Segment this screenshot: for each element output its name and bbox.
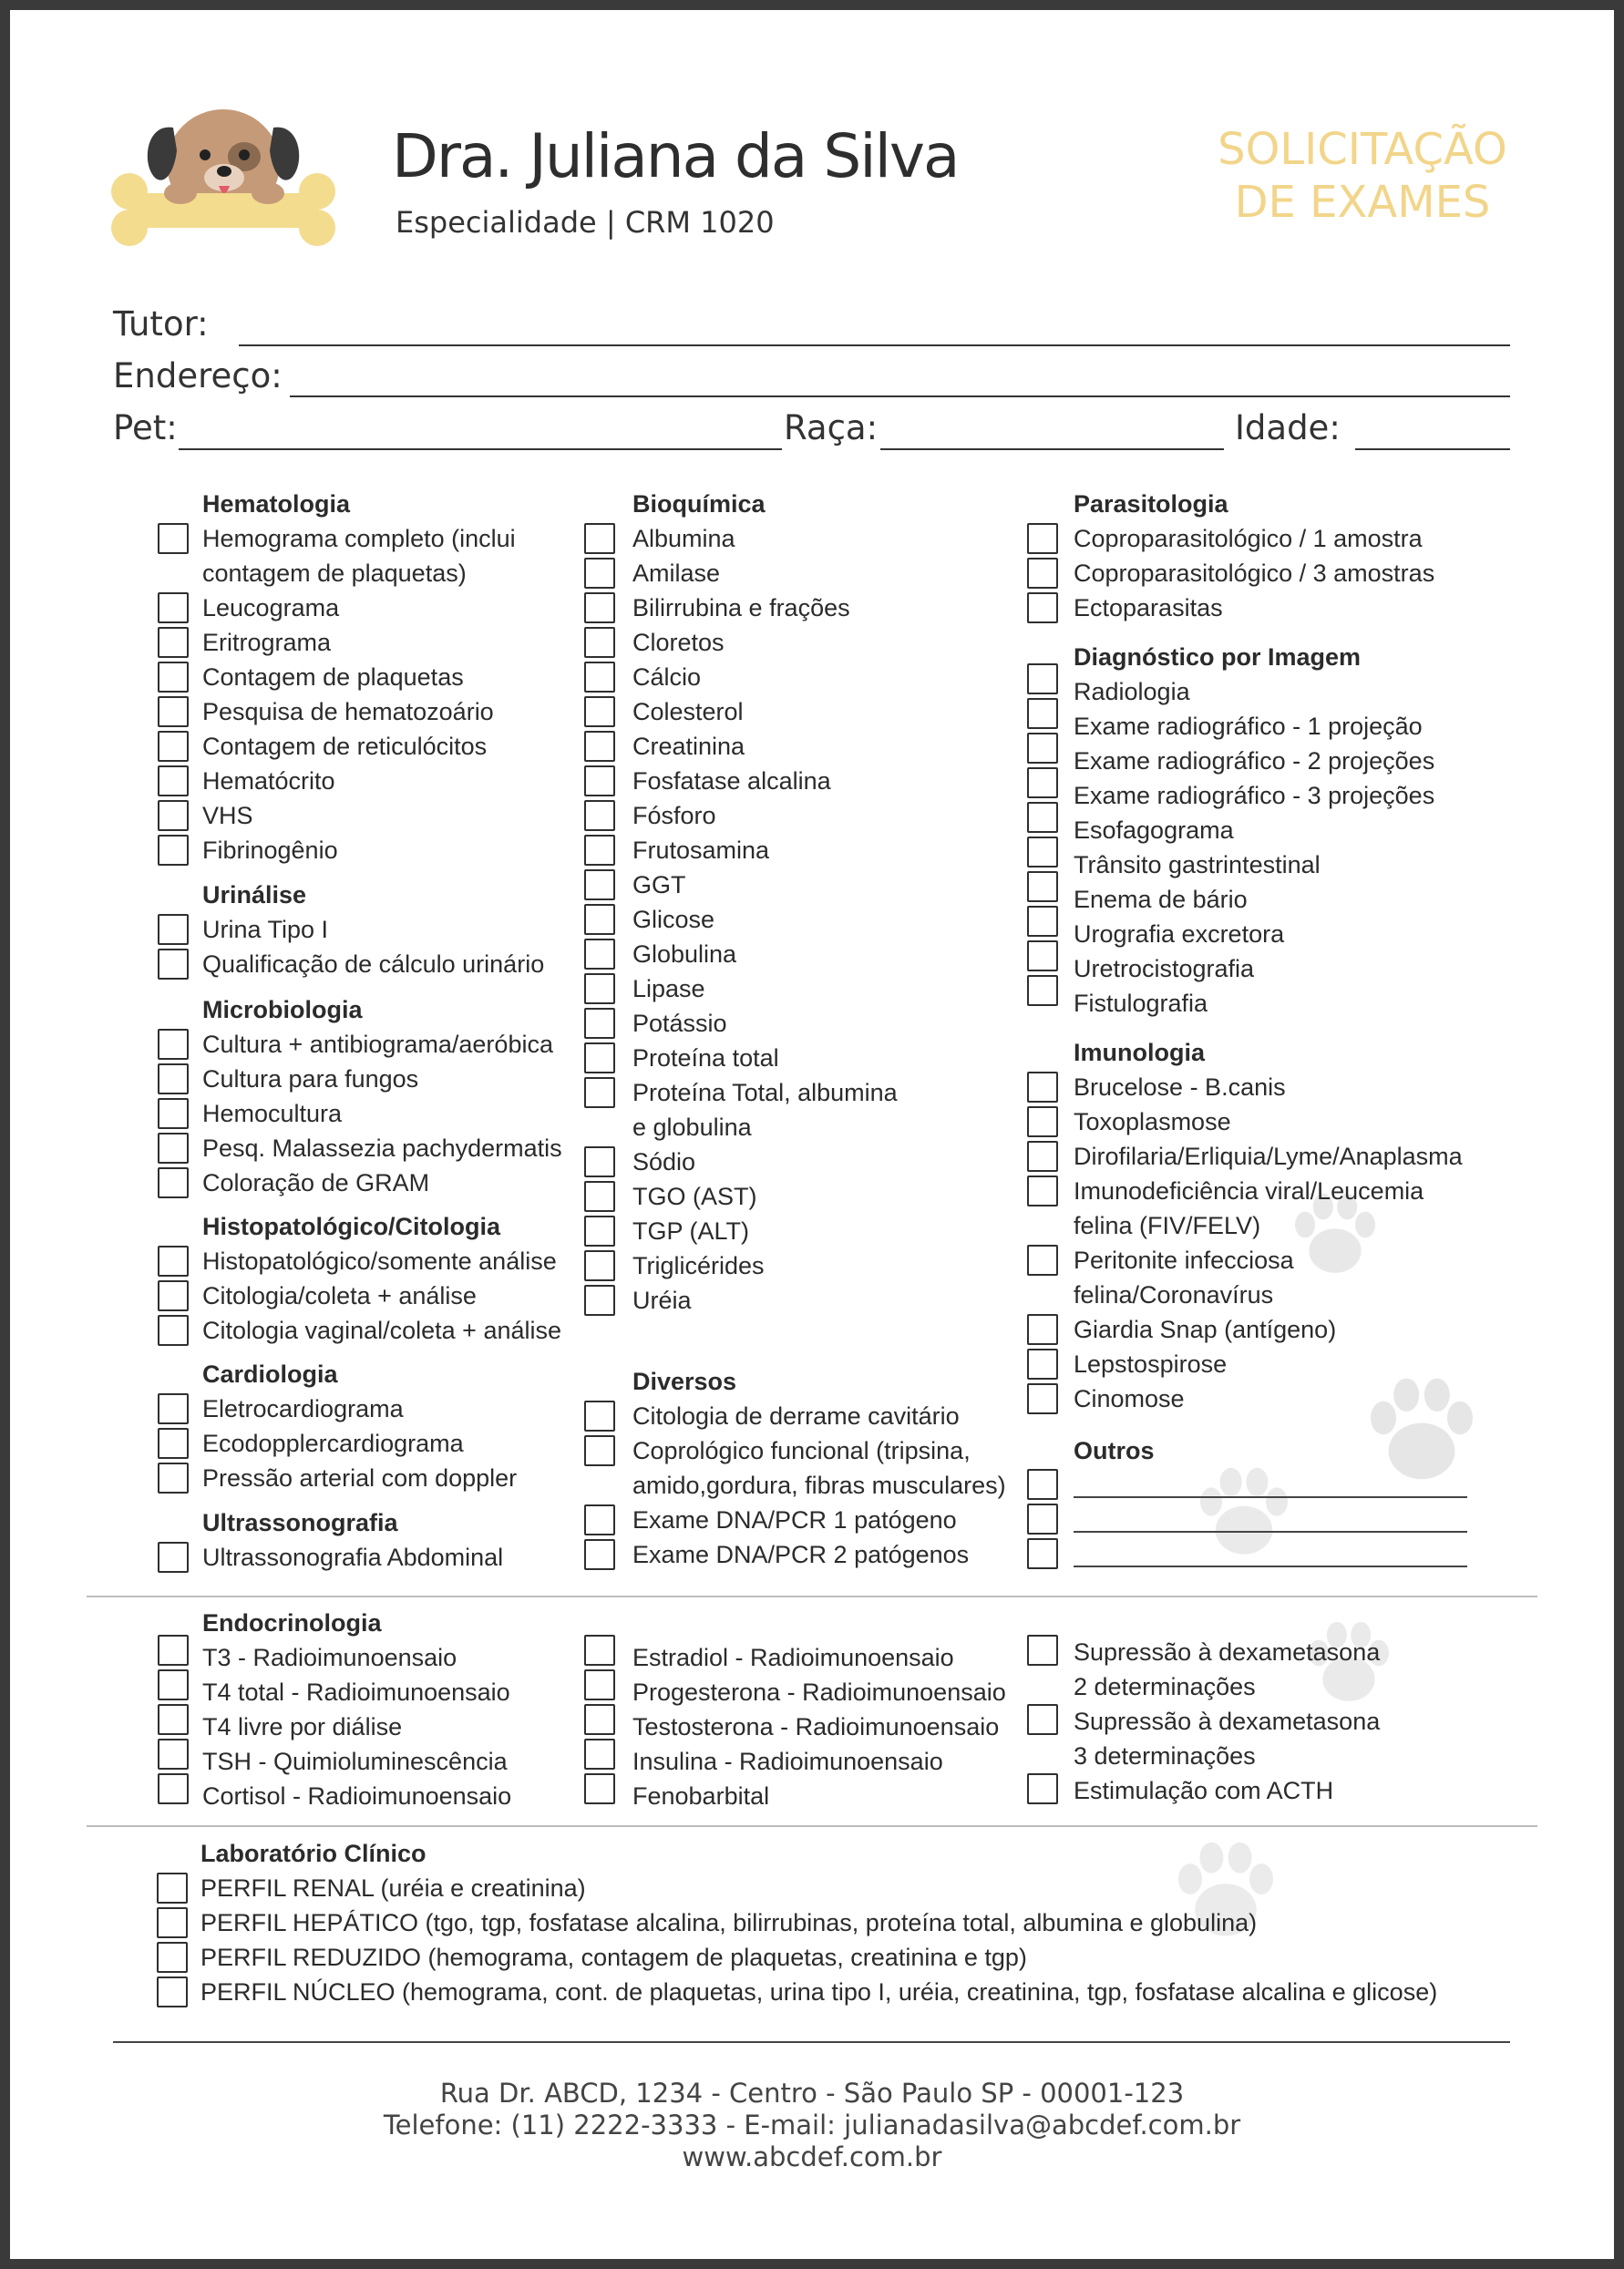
footer-address: Rua Dr. ABCD, 1234 - Centro - São Paulo SP - 00001-123	[439, 2078, 1185, 2109]
exam-label: Contagem de reticulócitos	[202, 733, 488, 760]
exam-checkbox[interactable]	[1027, 940, 1058, 971]
exam-label: Exame radiográfico - 1 projeção	[1074, 713, 1423, 740]
exam-label: Peritonite infecciosa	[1074, 1247, 1294, 1274]
exam-label: Qualificação de cálculo urinário	[202, 950, 545, 978]
exam-checkbox[interactable]	[584, 973, 615, 1004]
exam-label: Glicose	[632, 906, 715, 933]
exam-label: Exame DNA/PCR 1 patógeno	[632, 1506, 957, 1534]
exam-checkbox[interactable]	[158, 1029, 189, 1060]
exam-label: Leucograma	[202, 594, 340, 621]
section-title: Outros	[1074, 1437, 1155, 1464]
exam-label: 2 determinações	[1074, 1673, 1256, 1700]
exam-label: Potássio	[632, 1010, 727, 1037]
exam-label: TGP (ALT)	[632, 1217, 750, 1245]
exam-checkbox[interactable]	[1027, 802, 1058, 833]
exam-checkbox[interactable]	[584, 1773, 615, 1804]
exam-label: felina (FIV/FELV)	[1074, 1212, 1261, 1239]
idade-label: Idade:	[1235, 408, 1341, 447]
exam-checkbox[interactable]	[1027, 523, 1058, 554]
exam-label: Brucelose - B.canis	[1074, 1073, 1286, 1101]
exam-label: Pesquisa de hematozoário	[202, 698, 494, 725]
exam-label: Frutosamina	[632, 837, 770, 864]
exam-label: Fosfatase alcalina	[632, 767, 831, 795]
exam-checkbox[interactable]	[158, 1167, 189, 1198]
exam-label: Fenobarbital	[632, 1782, 770, 1810]
exam-label: Giardia Snap (antígeno)	[1074, 1316, 1337, 1343]
exam-checkbox[interactable]	[158, 765, 189, 796]
exam-label: Trânsito gastrintestinal	[1074, 851, 1321, 878]
exam-label: Estimulação com ACTH	[1074, 1777, 1334, 1804]
exam-label: Ecodopplercardiograma	[202, 1430, 464, 1457]
exam-label: Fistulografia	[1074, 990, 1208, 1017]
exam-label: T4 livre por diálise	[202, 1713, 403, 1740]
exam-label: Coprológico funcional (tripsina,	[632, 1437, 971, 1464]
section-title: Parasitologia	[1074, 490, 1228, 518]
exam-checkbox[interactable]	[158, 1635, 189, 1666]
pet-label: Pet:	[113, 408, 178, 447]
pet-field[interactable]	[179, 448, 782, 450]
tutor-label: Tutor:	[113, 304, 209, 344]
exam-checkbox[interactable]	[584, 1008, 615, 1039]
exam-checkbox[interactable]	[158, 1133, 189, 1164]
exam-label: Exame radiográfico - 2 projeções	[1074, 747, 1435, 775]
exam-checkbox[interactable]	[158, 731, 189, 762]
exam-label: Exame DNA/PCR 2 patógenos	[632, 1541, 970, 1568]
exam-checkbox[interactable]	[1027, 906, 1058, 937]
exam-label: Pesq. Malassezia pachydermatis	[202, 1134, 562, 1162]
exam-label: Insulina - Radioimunoensaio	[632, 1748, 943, 1775]
exam-label: Eletrocardiograma	[202, 1395, 404, 1422]
exam-checkbox[interactable]	[158, 523, 189, 554]
exam-label: GGT	[632, 871, 686, 898]
exam-checkbox[interactable]	[1027, 1349, 1058, 1380]
exam-label: Cortisol - Radioimunoensaio	[202, 1782, 512, 1810]
exam-checkbox[interactable]	[584, 731, 615, 762]
exam-label: Radiologia	[1074, 678, 1190, 705]
profile-checkbox[interactable]	[157, 1976, 188, 2007]
endereco-label: Endereço:	[113, 356, 283, 395]
exam-checkbox[interactable]	[158, 696, 189, 727]
section-title: Imunologia	[1074, 1039, 1205, 1066]
exam-label: Hematócrito	[202, 767, 335, 795]
exam-checkbox[interactable]	[158, 1739, 189, 1770]
exam-label: Coloração de GRAM	[202, 1169, 430, 1196]
exam-checkbox[interactable]	[584, 1504, 615, 1535]
exam-checkbox[interactable]	[1027, 975, 1058, 1006]
exam-checkbox[interactable]	[158, 1280, 189, 1311]
exam-checkbox[interactable]	[584, 939, 615, 970]
exam-checkbox[interactable]	[158, 592, 189, 623]
exam-label: Toxoplasmose	[1074, 1108, 1231, 1135]
exam-checkbox[interactable]	[1027, 1245, 1058, 1276]
exam-label: Hemograma completo (inclui	[202, 525, 516, 552]
outros-checkbox[interactable]	[1027, 1469, 1058, 1500]
exam-label: Colesterol	[632, 698, 744, 725]
exam-checkbox[interactable]	[158, 1704, 189, 1735]
exam-checkbox[interactable]	[1027, 837, 1058, 868]
exam-checkbox[interactable]	[158, 1246, 189, 1277]
exam-checkbox[interactable]	[584, 592, 615, 623]
footer-divider	[113, 2041, 1510, 2043]
exam-checkbox[interactable]	[584, 1146, 615, 1177]
exam-label: Ultrassonografia Abdominal	[202, 1544, 504, 1571]
exam-label: Imunodeficiência viral/Leucemia	[1074, 1177, 1424, 1205]
exam-label: Lipase	[632, 975, 705, 1002]
exam-label: amido,gordura, fibras musculares)	[632, 1472, 1006, 1499]
exam-label: Uréia	[632, 1287, 692, 1314]
exam-label: Coproparasitológico / 3 amostras	[1074, 560, 1435, 587]
section-title: Urinálise	[202, 881, 307, 909]
exam-checkbox[interactable]	[584, 1285, 615, 1316]
exam-label: Esofagograma	[1074, 816, 1234, 844]
exam-checkbox[interactable]	[158, 1542, 189, 1573]
idade-field[interactable]	[1355, 448, 1510, 450]
exam-checkbox[interactable]	[1027, 871, 1058, 902]
exam-checkbox[interactable]	[158, 1315, 189, 1346]
footer-contact: Telefone: (11) 2222-3333 - E-mail: julianadasilva@abcdef.com.br	[383, 2110, 1241, 2141]
exam-label: Coproparasitológico / 1 amostra	[1074, 525, 1423, 552]
exam-checkbox[interactable]	[158, 1063, 189, 1094]
exam-label: Estradiol - Radioimunoensaio	[632, 1644, 954, 1671]
paw-print-icon	[1358, 1367, 1485, 1494]
exam-label: Histopatológico/somente análise	[202, 1247, 557, 1275]
exam-checkbox[interactable]	[1027, 558, 1058, 589]
exam-checkbox[interactable]	[584, 1401, 615, 1432]
exam-label: T3 - Radioimunoensaio	[202, 1644, 457, 1671]
raca-field[interactable]	[880, 448, 1224, 450]
exam-label: Exame radiográfico - 3 projeções	[1074, 782, 1435, 809]
section-title: Diagnóstico por Imagem	[1074, 643, 1362, 671]
exam-checkbox[interactable]	[584, 558, 615, 589]
exam-label: Amilase	[632, 560, 721, 587]
paw-print-icon	[1189, 1458, 1299, 1567]
exam-label: Ectoparasitas	[1074, 594, 1223, 621]
doctor-name: Dra. Juliana da Silva	[392, 121, 959, 191]
section-divider	[87, 1596, 1537, 1597]
exam-checkbox[interactable]	[1027, 663, 1058, 694]
exam-checkbox[interactable]	[1027, 698, 1058, 729]
tutor-field[interactable]	[239, 344, 1510, 346]
exam-label: Citologia/coleta + análise	[202, 1282, 477, 1309]
exam-label: Triglicérides	[632, 1252, 765, 1279]
exam-label: Cinomose	[1074, 1385, 1185, 1412]
exam-checkbox[interactable]	[158, 1098, 189, 1129]
exam-label: Albumina	[632, 525, 735, 552]
exam-label: Cultura para fungos	[202, 1065, 419, 1093]
footer-website: www.abcdef.com.br	[682, 2141, 942, 2172]
exam-checkbox[interactable]	[584, 1077, 615, 1108]
exam-checkbox[interactable]	[584, 835, 615, 866]
exam-checkbox[interactable]	[1027, 1176, 1058, 1206]
exam-label: e globulina	[632, 1114, 752, 1141]
exam-label: felina/Coronavírus	[1074, 1281, 1274, 1309]
exam-label: contagem de plaquetas)	[202, 560, 467, 587]
section-divider	[87, 1825, 1537, 1827]
outros-field[interactable]	[1074, 1531, 1467, 1533]
exam-label: Lepstospirose	[1074, 1350, 1228, 1378]
exam-checkbox[interactable]	[158, 1393, 189, 1424]
exam-checkbox[interactable]	[584, 1181, 615, 1212]
exam-checkbox[interactable]	[158, 835, 189, 866]
exam-label: Fósforo	[632, 802, 716, 829]
exam-label: Contagem de plaquetas	[202, 663, 464, 691]
profile-label: PERFIL REDUZIDO (hemograma, contagem de plaquetas, creatinina e tgp)	[200, 1944, 1027, 1971]
exam-label: Enema de bário	[1074, 886, 1248, 913]
exam-label: Sódio	[632, 1148, 696, 1176]
exam-label: Pressão arterial com doppler	[202, 1464, 518, 1492]
outros-checkbox[interactable]	[1027, 1538, 1058, 1569]
exam-label: Supressão à dexametasona	[1074, 1638, 1381, 1666]
exam-label: Citologia vaginal/coleta + análise	[202, 1317, 562, 1344]
exam-checkbox[interactable]	[584, 662, 615, 693]
exam-label: Progesterona - Radioimunoensaio	[632, 1679, 1006, 1706]
section-title: Diversos	[632, 1368, 737, 1395]
exam-checkbox[interactable]	[1027, 1106, 1058, 1137]
exam-checkbox[interactable]	[158, 914, 189, 945]
exam-label: Urografia excretora	[1074, 920, 1285, 948]
doc-title-line1: SOLICITAÇÃO	[1218, 124, 1507, 175]
exam-checkbox[interactable]	[584, 1216, 615, 1247]
exam-checkbox[interactable]	[1027, 1704, 1058, 1735]
exam-label: Supressão à dexametasona	[1074, 1708, 1381, 1735]
exam-checkbox[interactable]	[584, 1635, 615, 1666]
exam-checkbox[interactable]	[158, 662, 189, 693]
section-title: Histopatológico/Citologia	[202, 1213, 500, 1240]
exam-label: TGO (AST)	[632, 1183, 757, 1210]
outros-field[interactable]	[1074, 1496, 1467, 1498]
doc-title-line2: DE EXAMES	[1234, 177, 1491, 228]
exam-label: Cálcio	[632, 663, 702, 691]
exam-checkbox[interactable]	[1027, 1383, 1058, 1414]
exam-label: Testosterona - Radioimunoensaio	[632, 1713, 1000, 1740]
exam-label: VHS	[202, 802, 253, 829]
exam-checkbox[interactable]	[584, 869, 615, 900]
exam-label: Globulina	[632, 940, 737, 968]
specialty-line: Especialidade | CRM 1020	[396, 205, 775, 240]
section-title: Ultrassonografia	[202, 1509, 398, 1536]
raca-label: Raça:	[784, 408, 879, 447]
exam-checkbox[interactable]	[158, 1669, 189, 1700]
section-title: Laboratório Clínico	[200, 1840, 427, 1867]
exam-checkbox[interactable]	[1027, 1141, 1058, 1172]
exam-label: Cultura + antibiograma/aeróbica	[202, 1031, 553, 1058]
exam-label: Bilirrubina e frações	[632, 594, 850, 621]
exam-checkbox[interactable]	[1027, 767, 1058, 798]
exam-checkbox[interactable]	[1027, 1314, 1058, 1345]
exam-label: Fibrinogênio	[202, 837, 338, 864]
exam-checkbox[interactable]	[584, 1739, 615, 1770]
exam-checkbox[interactable]	[584, 696, 615, 727]
section-title: Bioquímica	[632, 490, 766, 518]
exam-label: TSH - Quimioluminescência	[202, 1748, 508, 1775]
exam-checkbox[interactable]	[158, 627, 189, 658]
section-title: Hematologia	[202, 490, 351, 518]
exam-label: Cloretos	[632, 629, 725, 656]
profile-label: PERFIL HEPÁTICO (tgo, tgp, fosfatase alcalina, bilirrubinas, proteína total, albumina e globulina)	[200, 1909, 1258, 1936]
exam-checkbox[interactable]	[584, 627, 615, 658]
endereco-field[interactable]	[290, 395, 1510, 397]
exam-checkbox[interactable]	[158, 1463, 189, 1494]
profile-checkbox[interactable]	[157, 1907, 188, 1938]
exam-label: 3 determinações	[1074, 1742, 1256, 1770]
exam-checkbox[interactable]	[1027, 1773, 1058, 1804]
exam-checkbox[interactable]	[584, 800, 615, 831]
profile-label: PERFIL NÚCLEO (hemograma, cont. de plaquetas, urina tipo I, uréia, creatinina, tgp, fosfatase alcalina e glicose)	[200, 1978, 1438, 2006]
exam-label: T4 total - Radioimunoensaio	[202, 1679, 510, 1706]
exam-checkbox[interactable]	[584, 523, 615, 554]
exam-checkbox[interactable]	[1027, 1072, 1058, 1103]
exam-checkbox[interactable]	[584, 1669, 615, 1700]
exam-label: Urina Tipo I	[202, 916, 329, 943]
profile-checkbox[interactable]	[157, 1873, 188, 1904]
exam-checkbox[interactable]	[158, 949, 189, 980]
exam-checkbox[interactable]	[584, 1539, 615, 1570]
exam-checkbox[interactable]	[158, 1773, 189, 1804]
exam-label: Dirofilaria/Erliquia/Lyme/Anaplasma	[1074, 1143, 1463, 1170]
section-title: Cardiologia	[202, 1360, 338, 1388]
profile-label: PERFIL RENAL (uréia e creatinina)	[200, 1874, 586, 1902]
exam-checkbox[interactable]	[584, 904, 615, 935]
section-title: Endocrinologia	[202, 1609, 382, 1637]
exam-label: Hemocultura	[202, 1100, 343, 1127]
exam-checkbox[interactable]	[1027, 1635, 1058, 1666]
exam-checkbox[interactable]	[584, 1042, 615, 1073]
exam-label: Eritrograma	[202, 629, 332, 656]
outros-checkbox[interactable]	[1027, 1504, 1058, 1535]
exam-checkbox[interactable]	[1027, 592, 1058, 623]
exam-label: Proteína Total, albumina	[632, 1079, 898, 1106]
exam-checkbox[interactable]	[158, 800, 189, 831]
exam-checkbox[interactable]	[158, 1428, 189, 1459]
exam-checkbox[interactable]	[584, 1435, 615, 1466]
exam-label: Citologia de derrame cavitário	[632, 1402, 960, 1430]
section-title: Microbiologia	[202, 996, 363, 1023]
exam-checkbox[interactable]	[584, 1704, 615, 1735]
outros-field[interactable]	[1074, 1566, 1467, 1567]
exam-checkbox[interactable]	[584, 765, 615, 796]
exam-checkbox[interactable]	[1027, 733, 1058, 764]
exam-label: Uretrocistografia	[1074, 955, 1255, 982]
dog-with-bone-icon	[109, 91, 337, 246]
profile-checkbox[interactable]	[157, 1942, 188, 1973]
exam-label: Proteína total	[632, 1044, 779, 1072]
exam-checkbox[interactable]	[584, 1250, 615, 1281]
exam-label: Creatinina	[632, 733, 745, 760]
